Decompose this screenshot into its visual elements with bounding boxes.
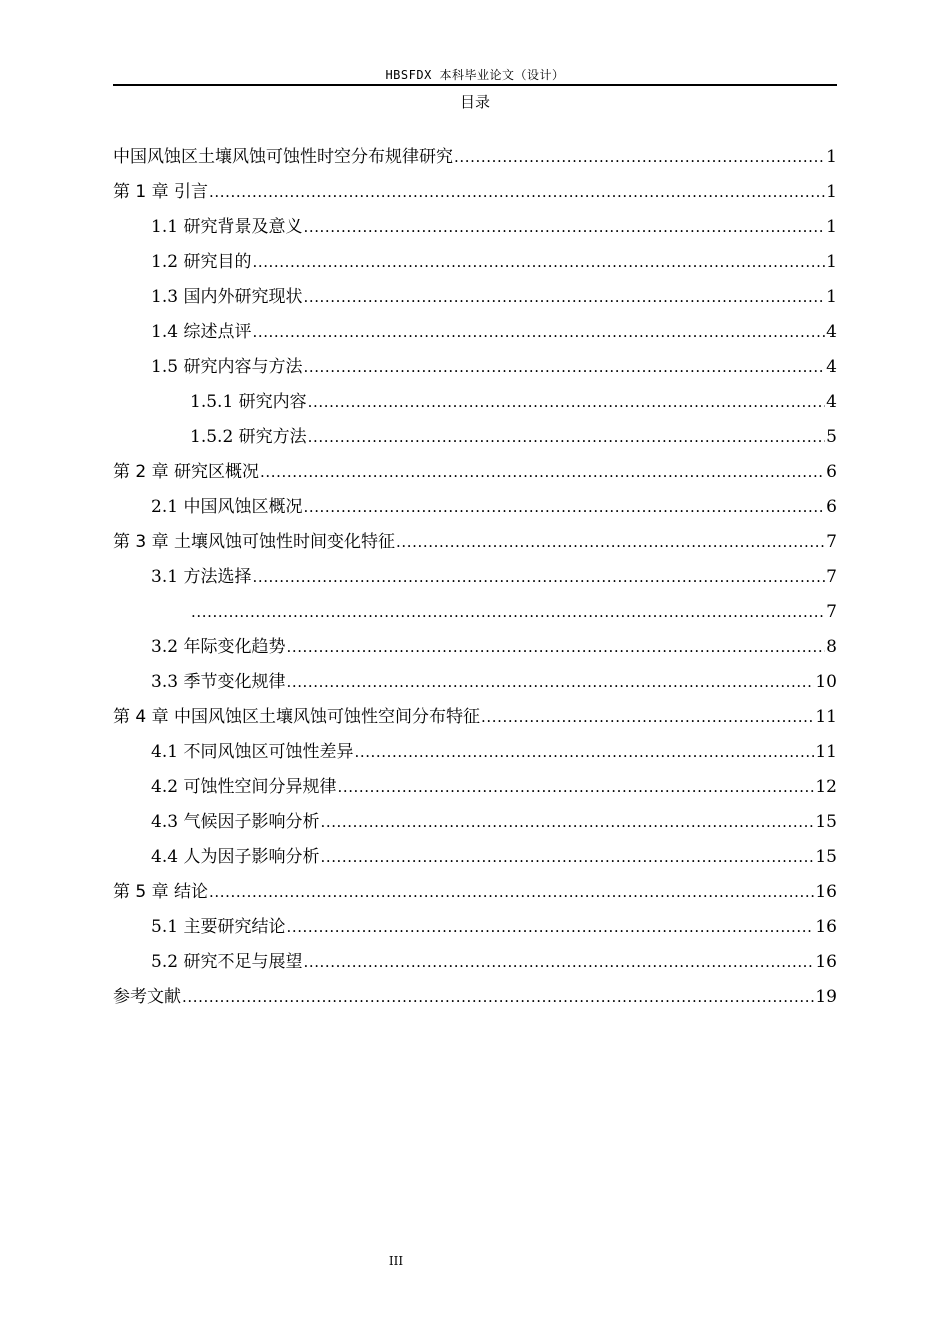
toc-entry-page: 11 — [815, 742, 837, 762]
toc-dot-leader — [320, 840, 814, 875]
toc-entry-label: 4.2 可蚀性空间分异规律 — [151, 777, 337, 797]
toc-dot-leader — [182, 980, 814, 1015]
toc-entry-page: 16 — [815, 952, 837, 972]
toc-entry-page: 1 — [826, 182, 837, 202]
toc-dot-leader — [320, 805, 814, 840]
toc-entry-page: 12 — [815, 777, 837, 797]
toc-entry[interactable] — [113, 840, 837, 875]
toc-entry-page: 8 — [826, 637, 837, 657]
toc-entry-page: 4 — [826, 392, 837, 412]
toc-entry-label: 1.1 研究背景及意义 — [151, 217, 303, 237]
toc-entry[interactable] — [113, 280, 837, 315]
toc-entry[interactable] — [113, 595, 837, 630]
toc-entry[interactable] — [113, 385, 837, 420]
toc-entry-page: 15 — [815, 812, 837, 832]
toc-entry[interactable] — [113, 910, 837, 945]
toc-dot-leader — [286, 630, 825, 665]
toc-entry-label: 4.1 不同风蚀区可蚀性差异 — [151, 742, 354, 762]
toc-entry[interactable] — [113, 350, 837, 385]
page-number: III — [388, 1254, 404, 1268]
toc-entry-label: 3.3 季节变化规律 — [151, 672, 286, 692]
toc-entry[interactable] — [113, 140, 837, 175]
toc-entry-page: 5 — [826, 427, 837, 447]
toc-entry-page: 4 — [826, 322, 837, 342]
toc-entry-label: 1.2 研究目的 — [151, 252, 252, 272]
toc-entry-label: 1.3 国内外研究现状 — [151, 287, 303, 307]
toc-entry[interactable] — [113, 735, 837, 770]
toc-dot-leader — [303, 280, 825, 315]
toc-entry-page: 4 — [826, 357, 837, 377]
toc-entry-page: 16 — [815, 882, 837, 902]
toc-entry[interactable] — [113, 490, 837, 525]
toc-entry-label: 2.1 中国风蚀区概况 — [151, 497, 303, 517]
toc-entry[interactable] — [113, 980, 837, 1015]
toc-entry-label: 3.1 方法选择 — [151, 567, 252, 587]
toc-entry-label: 4.3 气候因子影响分析 — [151, 812, 320, 832]
toc-dot-leader — [396, 525, 825, 560]
toc-entry[interactable] — [113, 210, 837, 245]
toc-entry-page: 11 — [815, 707, 837, 727]
toc-dot-leader — [308, 420, 826, 455]
toc-entry[interactable] — [113, 420, 837, 455]
toc-entry-page: 16 — [815, 917, 837, 937]
toc-entry-label: 第 2 章 研究区概况 — [113, 462, 260, 482]
toc-dot-leader — [308, 385, 826, 420]
toc-entry-page: 10 — [815, 672, 837, 692]
header-rule — [113, 84, 837, 86]
toc-entry[interactable] — [113, 770, 837, 805]
toc-dot-leader — [354, 735, 814, 770]
toc-entry-label: 5.2 研究不足与展望 — [151, 952, 303, 972]
toc-entry-page: 7 — [826, 567, 837, 587]
toc-entry-label: 5.1 主要研究结论 — [151, 917, 286, 937]
toc-entry[interactable] — [113, 875, 837, 910]
toc-entry[interactable] — [113, 665, 837, 700]
toc-dot-leader — [481, 700, 814, 735]
toc-entry[interactable] — [113, 525, 837, 560]
toc-entry-page: 7 — [826, 532, 837, 552]
toc-dot-leader — [303, 350, 825, 385]
running-header: HBSFDX 本科毕业论文（设计） — [385, 68, 565, 82]
toc-dot-leader — [286, 910, 814, 945]
toc-entry[interactable] — [113, 630, 837, 665]
toc-entry-label: 第 1 章 引言 — [113, 182, 209, 202]
toc-entry[interactable] — [113, 175, 837, 210]
toc-entry[interactable] — [113, 560, 837, 595]
toc-entry-label: 第 5 章 结论 — [113, 882, 209, 902]
toc-dot-leader — [252, 560, 825, 595]
toc-entry-label: 4.4 人为因子影响分析 — [151, 847, 320, 867]
toc-entry-label: 1.5.2 研究方法 — [190, 427, 307, 447]
toc-entry-label: 参考文献 — [113, 987, 181, 1007]
toc-entry-page: 7 — [826, 602, 837, 622]
toc-dot-leader — [252, 315, 825, 350]
toc-dot-leader — [303, 490, 825, 525]
toc-dot-leader — [286, 665, 814, 700]
toc-entry-label: 1.5 研究内容与方法 — [151, 357, 303, 377]
toc-entry-label: 中国风蚀区土壤风蚀可蚀性时空分布规律研究 — [113, 147, 453, 167]
toc-entry-label: 第 4 章 中国风蚀区土壤风蚀可蚀性空间分布特征 — [113, 707, 481, 727]
toc-title: 目录 — [459, 93, 490, 111]
toc-entry-page: 1 — [826, 252, 837, 272]
toc-dot-leader — [209, 175, 825, 210]
toc-dot-leader — [209, 875, 814, 910]
toc-dot-leader — [303, 945, 814, 980]
toc-entry-page: 1 — [826, 217, 837, 237]
toc-entry-label: 3.2 年际变化趋势 — [151, 637, 286, 657]
table-of-contents — [113, 140, 837, 1015]
toc-dot-leader — [252, 245, 825, 280]
toc-entry-page: 6 — [826, 497, 837, 517]
toc-entry[interactable] — [113, 700, 837, 735]
toc-entry[interactable] — [113, 245, 837, 280]
toc-entry-page: 1 — [826, 147, 837, 167]
toc-dot-leader — [191, 595, 825, 630]
toc-entry[interactable] — [113, 945, 837, 980]
toc-dot-leader — [303, 210, 825, 245]
toc-entry-page: 6 — [826, 462, 837, 482]
toc-entry-page: 15 — [815, 847, 837, 867]
toc-entry-page: 1 — [826, 287, 837, 307]
toc-entry[interactable] — [113, 455, 837, 490]
toc-entry-label: 第 3 章 土壤风蚀可蚀性时间变化特征 — [113, 532, 396, 552]
toc-entry-label: 1.5.1 研究内容 — [190, 392, 307, 412]
toc-entry[interactable] — [113, 805, 837, 840]
toc-entry-page: 19 — [815, 987, 837, 1007]
toc-dot-leader — [454, 140, 825, 175]
toc-dot-leader — [337, 770, 814, 805]
toc-entry-label: 1.4 综述点评 — [151, 322, 252, 342]
toc-dot-leader — [260, 455, 825, 490]
toc-entry[interactable] — [113, 315, 837, 350]
